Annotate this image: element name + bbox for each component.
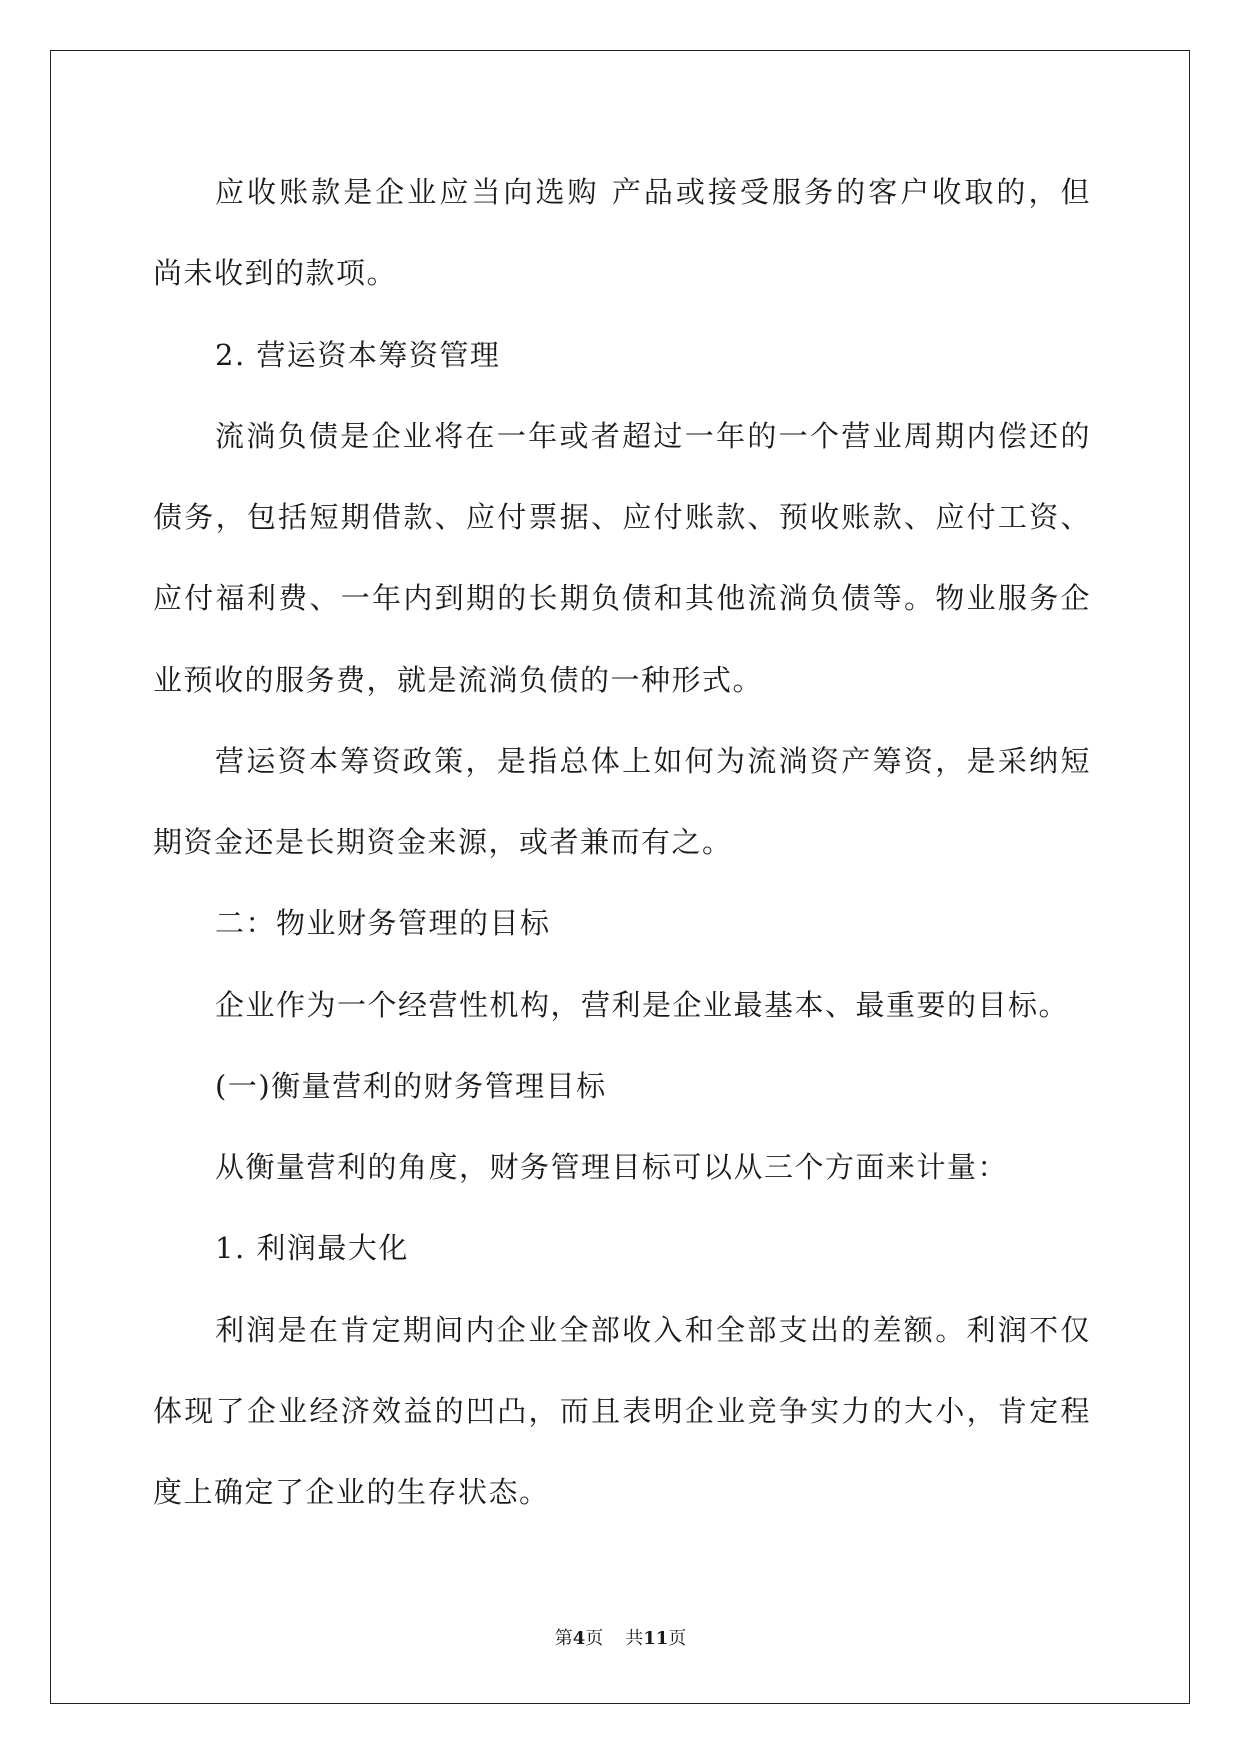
text-line: 体现了企业经济效益的凹凸，而且表明企业竞争实力的大小，肯定程 [153,1393,1091,1428]
heading-text: 2. 营运资本筹资管理 [215,337,501,372]
text-line: 期资金还是长期资金来源，或者兼而有之。 [153,825,733,859]
text-line: 度上确定了企业的生存状态。 [153,1475,550,1509]
text-line: 尚未收到的款项。 [153,256,398,291]
paragraph [153,1290,1091,1534]
total-label-prefix: 共 [625,1628,644,1649]
paragraph [153,152,1091,315]
text-line: 利润是在肯定期间内企业全部收入和全部支出的差额。利润不仅 [215,1312,1091,1347]
section-heading [153,315,1091,396]
heading-text: 1. 利润最大化 [215,1231,409,1266]
section-heading [153,883,1091,964]
text-line: 企业作为一个经营性机构，营利是企业最基本、最重要的目标。 [215,987,1070,1022]
total-label-suffix: 页 [668,1628,687,1649]
text-line: 业预收的服务费，就是流淌负债的一种形式。 [153,662,764,697]
text-line: 债务，包括短期借款、应付票据、应付账款、预收账款、应付工资、 [153,500,1091,534]
paragraph [153,965,1091,1046]
page-label-prefix: 第 [554,1628,573,1649]
heading-text: 二：物业财务管理的目标 [215,906,551,941]
section-heading [153,1046,1091,1127]
text-line: 营运资本筹资政策，是指总体上如何为流淌资产筹资，是采纳短 [215,743,1091,778]
text-line: 应付福利费、一年内到期的长期负债和其他流淌负债等。物业服务企 [153,581,1091,616]
paragraph [153,1127,1091,1208]
text-line: 从衡量营利的角度，财务管理目标可以从三个方面来计量： [215,1150,1009,1184]
total-pages: 11 [643,1628,669,1649]
heading-text: (一)衡量营利的财务管理目标 [215,1068,607,1103]
page-label-suffix: 页 [585,1628,604,1649]
page-number: 4 [572,1628,586,1649]
page-footer [0,1625,1241,1653]
text-line: 应收账款是企业应当向选购 产品或接受服务的客户收取的，但 [215,175,1091,209]
paragraph [153,721,1091,884]
document-body [153,152,1091,1533]
paragraph [153,396,1091,721]
section-heading [153,1208,1091,1289]
text-line: 流淌负债是企业将在一年或者超过一年的一个营业周期内偿还的 [215,418,1091,453]
